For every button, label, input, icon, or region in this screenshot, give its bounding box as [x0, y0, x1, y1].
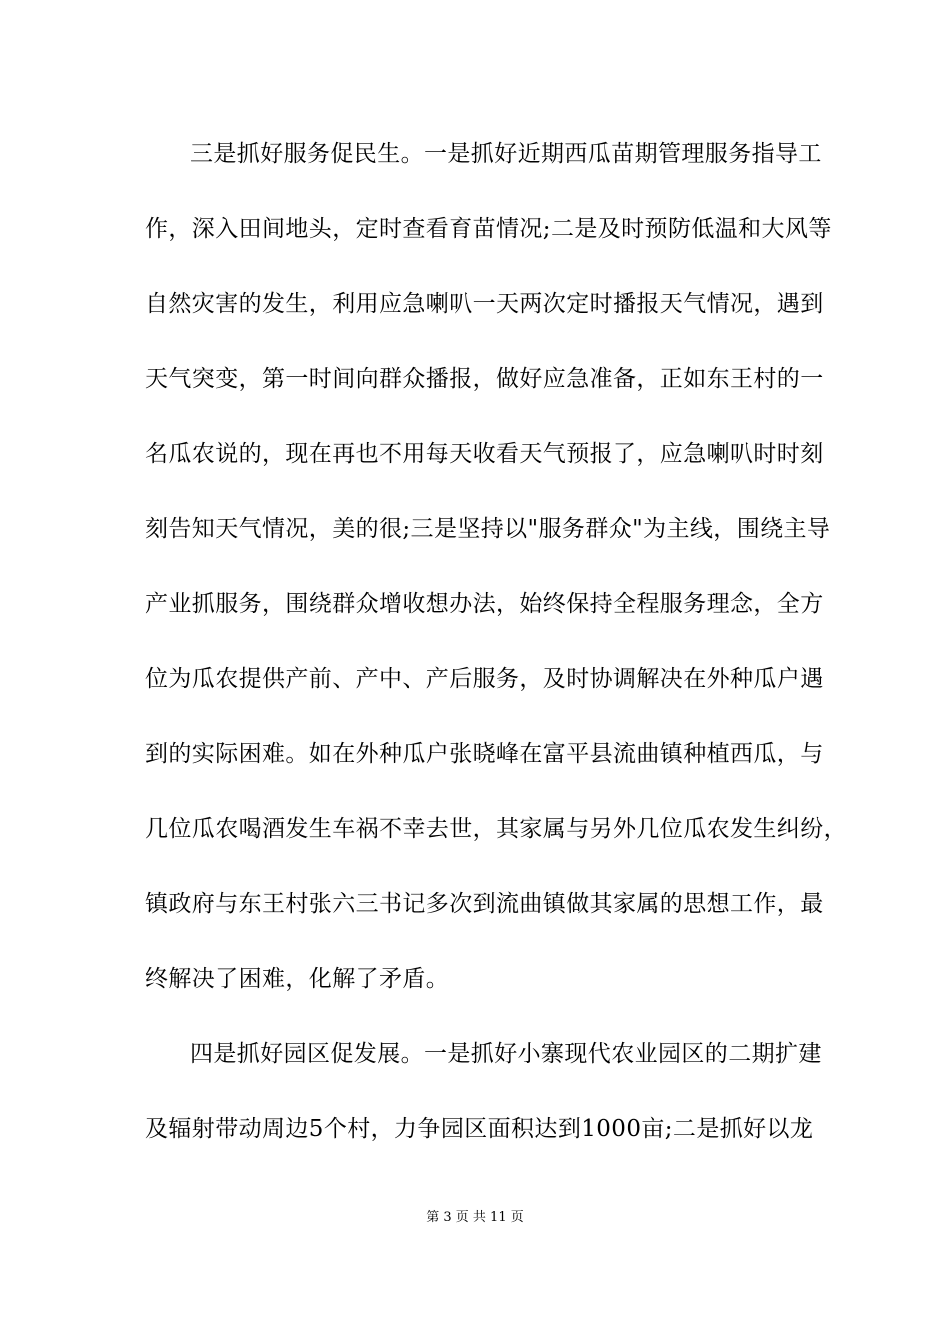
paragraph-line: 四是抓好园区促发展。一是抓好小寨现代农业园区的二期扩建 [190, 1041, 822, 1067]
paragraph-line: 三是抓好服务促民生。一是抓好近期西瓜苗期管理服务指导工 [190, 141, 822, 167]
paragraph-line: 自然灾害的发生，利用应急喇叭一天两次定时播报天气情况，遇到 [145, 291, 824, 317]
paragraph-line: 天气突变，第一时间向群众播报，做好应急准备，正如东王村的一 [145, 366, 824, 392]
paragraph-line: 几位瓜农喝酒发生车祸不幸去世，其家属与另外几位瓜农发生纠纷， [145, 816, 847, 842]
paragraph-line: 名瓜农说的，现在再也不用每天收看天气预报了，应急喇叭时时刻 [145, 441, 824, 467]
paragraph-line: 位为瓜农提供产前、产中、产后服务，及时协调解决在外种瓜户遇 [145, 666, 824, 692]
page-footer: 第 3 页 共 11 页 [426, 1210, 524, 1225]
paragraph-line: 到的实际困难。如在外种瓜户张晓峰在富平县流曲镇种植西瓜，与 [145, 741, 824, 767]
paragraph-line: 及辐射带动周边5个村，力争园区面积达到1000亩;二是抓好以龙 [145, 1116, 814, 1142]
paragraph-line: 产业抓服务，围绕群众增收想办法，始终保持全程服务理念，全方 [145, 591, 824, 617]
paragraph-line: 镇政府与东王村张六三书记多次到流曲镇做其家属的思想工作，最 [145, 891, 824, 917]
paragraph-line: 刻告知天气情况，美的很;三是坚持以"服务群众"为主线，围绕主导 [145, 516, 831, 542]
paragraph-line: 作，深入田间地头，定时查看育苗情况;二是及时预防低温和大风等 [145, 216, 832, 242]
paragraph-line: 终解决了困难，化解了矛盾。 [145, 966, 450, 992]
